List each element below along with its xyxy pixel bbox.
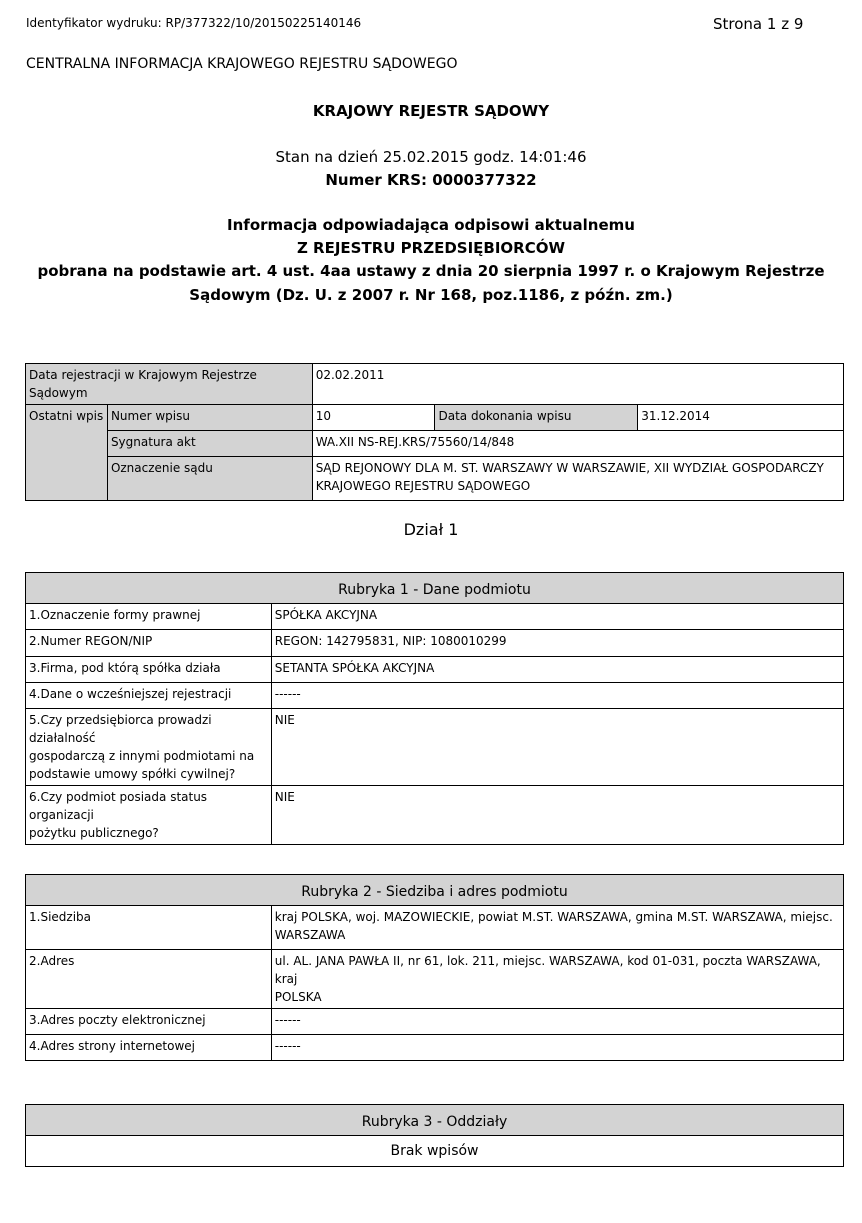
print-identifier: Identyfikator wydruku: RP/377322/10/20150225140146 [26, 16, 362, 30]
rubric-3-table [25, 1104, 844, 1167]
signature-label: Sygnatura akt [107, 431, 312, 457]
row-value [271, 906, 843, 950]
table-row [26, 604, 844, 630]
last-entry-label: Ostatni wpis [26, 405, 108, 501]
row-label: 4.Adres strony internetowej [26, 1035, 272, 1061]
table-row [26, 683, 844, 709]
reg-date-value: 02.02.2011 [312, 364, 843, 405]
table-row [26, 906, 844, 950]
row-value-line: WARSZAWA [274, 928, 346, 942]
row-value: ------ [271, 1035, 843, 1061]
row-value: SPÓŁKA AKCYJNA [271, 604, 843, 630]
table-row [26, 786, 844, 845]
registration-table [25, 363, 844, 501]
info-line-1: Informacja odpowiadająca odpisowi aktualnemu [227, 216, 635, 234]
row-value: ------ [271, 1009, 843, 1035]
row-value [271, 950, 843, 1009]
row-label: 4.Dane o wcześniejszej rejestracji [26, 683, 272, 709]
row-label: 3.Firma, pod którą spółka działa [26, 657, 272, 683]
table-row [26, 1035, 844, 1061]
row-label [26, 709, 272, 786]
row-value: NIE [271, 786, 843, 845]
row-label-line: gospodarczą z innymi podmiotami na [29, 749, 255, 763]
table-row [26, 630, 844, 657]
rubric-2-table [25, 874, 844, 1061]
info-line-2: Z REJESTRU PRZEDSIĘBIORCÓW [296, 239, 566, 257]
row-label [26, 786, 272, 845]
row-value-line: ul. AL. JANA PAWŁA II, nr 61, lok. 211, miejsc. WARSZAWA, kod 01-031, poczta WARSZAWA, kraj [274, 954, 821, 986]
row-value: ------ [271, 683, 843, 709]
row-label: 3.Adres poczty elektronicznej [26, 1009, 272, 1035]
signature-value: WA.XII NS-REJ.KRS/75560/14/848 [312, 431, 843, 457]
row-label-line: 5.Czy przedsiębiorca prowadzi działalność [29, 713, 212, 745]
row-value: NIE [271, 709, 843, 786]
central-information-heading: CENTRALNA INFORMACJA KRAJOWEGO REJESTRU SĄDOWEGO [26, 56, 458, 72]
registry-title: KRAJOWY REJESTR SĄDOWY [312, 102, 550, 120]
page-number: Strona 1 z 9 [713, 15, 804, 33]
row-label-line: podstawie umowy spółki cywilnej? [29, 767, 236, 781]
court-value-line-2: KRAJOWEGO REJESTRU SĄDOWEGO [315, 479, 531, 493]
row-label: 2.Adres [26, 950, 272, 1009]
info-line-4: Sądowym (Dz. U. z 2007 r. Nr 168, poz.1186, z późn. zm.) [189, 286, 673, 304]
table-row [26, 1009, 844, 1035]
rubric-3-title: Rubryka 3 - Oddziały [26, 1105, 844, 1136]
row-label: 1.Oznaczenie formy prawnej [26, 604, 272, 630]
info-line-3: pobrana na podstawie art. 4 ust. 4aa ustawy z dnia 20 sierpnia 1997 r. o Krajowym Rejestrze [37, 262, 825, 280]
reg-date-label: Data rejestracji w Krajowym Rejestrze Sądowym [26, 364, 313, 405]
no-entries: Brak wpisów [26, 1136, 844, 1167]
rubric-2-title: Rubryka 2 - Siedziba i adres podmiotu [26, 875, 844, 906]
row-label-line: 6.Czy podmiot posiada status organizacji [29, 790, 208, 822]
rubric-1-table [25, 572, 844, 845]
row-value: SETANTA SPÓŁKA AKCYJNA [271, 657, 843, 683]
krs-number: Numer KRS: 0000377322 [325, 171, 537, 189]
table-row [26, 950, 844, 1009]
court-value [312, 457, 843, 501]
entry-date-value: 31.12.2014 [638, 405, 844, 431]
row-label-line: pożytku publicznego? [29, 826, 159, 840]
row-value: REGON: 142795831, NIP: 1080010299 [271, 630, 843, 657]
row-label: 1.Siedziba [26, 906, 272, 950]
rubric-1-title: Rubryka 1 - Dane podmiotu [26, 573, 844, 604]
row-label: 2.Numer REGON/NIP [26, 630, 272, 657]
section-title: Dział 1 [403, 520, 459, 539]
court-label: Oznaczenie sądu [107, 457, 312, 501]
entry-number-value: 10 [312, 405, 435, 431]
entry-number-label: Numer wpisu [107, 405, 312, 431]
court-value-line-1: SĄD REJONOWY DLA M. ST. WARSZAWY W WARSZAWIE, XII WYDZIAŁ GOSPODARCZY [315, 461, 824, 475]
table-row [26, 709, 844, 786]
row-value-line: kraj POLSKA, woj. MAZOWIECKIE, powiat M.ST. WARSZAWA, gmina M.ST. WARSZAWA, miejsc. [274, 910, 833, 924]
table-row [26, 657, 844, 683]
row-value-line: POLSKA [274, 990, 322, 1004]
status-date: Stan na dzień 25.02.2015 godz. 14:01:46 [275, 148, 587, 166]
entry-date-label: Data dokonania wpisu [435, 405, 638, 431]
